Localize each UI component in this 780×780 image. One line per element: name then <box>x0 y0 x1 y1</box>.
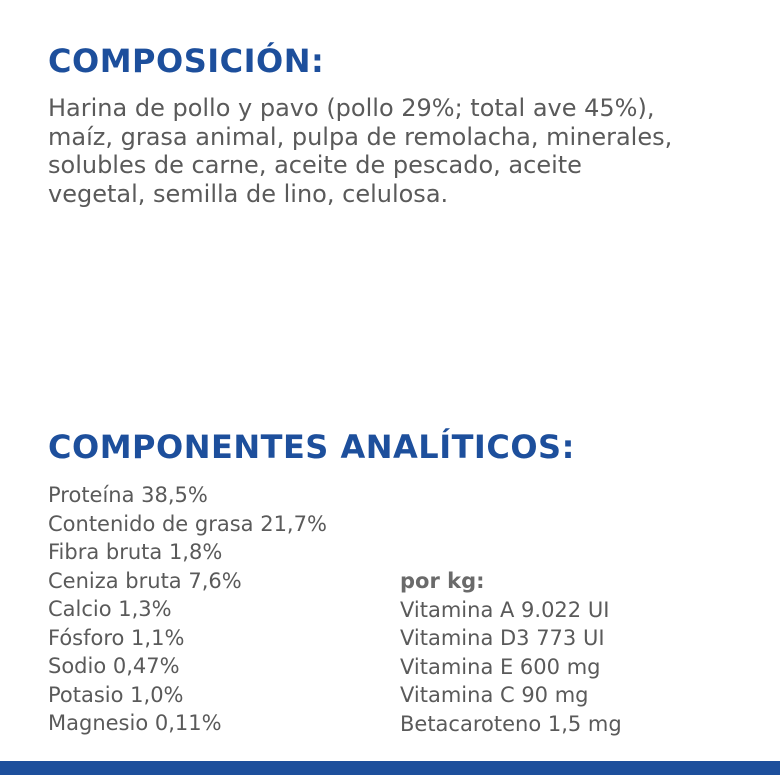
composition-line: vegetal, semilla de lino, celulosa. <box>48 179 449 208</box>
analytical-components-heading: COMPONENTES ANALÍTICOS: <box>48 428 575 466</box>
analytical-components-list <box>48 481 327 738</box>
bottom-bar <box>0 761 780 775</box>
composition-line: solubles de carne, aceite de pescado, aceite <box>48 151 582 179</box>
analytical-item-ash: Ceniza bruta 7,6% <box>48 568 242 593</box>
per-kg-item-vitamin-d3: Vitamina D3 773 UI <box>400 626 605 650</box>
composition-heading: COMPOSICIÓN: <box>48 42 325 80</box>
analytical-item-protein: Proteína 38,5% <box>48 483 208 507</box>
per-kg-list <box>400 596 622 739</box>
per-kg-item-vitamin-c: Vitamina C 90 mg <box>400 683 589 707</box>
analytical-item-magnesium: Magnesio 0,11% <box>48 711 222 735</box>
analytical-item-phosphorus: Fósforo 1,1% <box>48 625 185 650</box>
per-kg-title: por kg: <box>400 569 485 593</box>
analytical-item-sodium: Sodio 0,47% <box>48 654 180 678</box>
per-kg-item-beta-carotene: Betacaroteno 1,5 mg <box>400 711 622 736</box>
composition-text <box>48 94 768 208</box>
composition-line: Harina de pollo y pavo (pollo 29%; total ave 45%), <box>48 94 655 122</box>
analytical-item-fiber: Fibra bruta 1,8% <box>48 540 223 564</box>
per-kg-section <box>400 567 622 738</box>
analytical-item-calcium: Calcio 1,3% <box>48 597 172 621</box>
per-kg-item-vitamin-a: Vitamina A 9.022 UI <box>400 597 610 622</box>
analytical-item-potassium: Potasio 1,0% <box>48 682 184 707</box>
per-kg-item-vitamin-e: Vitamina E 600 mg <box>400 654 601 679</box>
analytical-item-fat: Contenido de grasa 21,7% <box>48 511 327 536</box>
composition-line: maíz, grasa animal, pulpa de remolacha, minerales, <box>48 122 673 151</box>
